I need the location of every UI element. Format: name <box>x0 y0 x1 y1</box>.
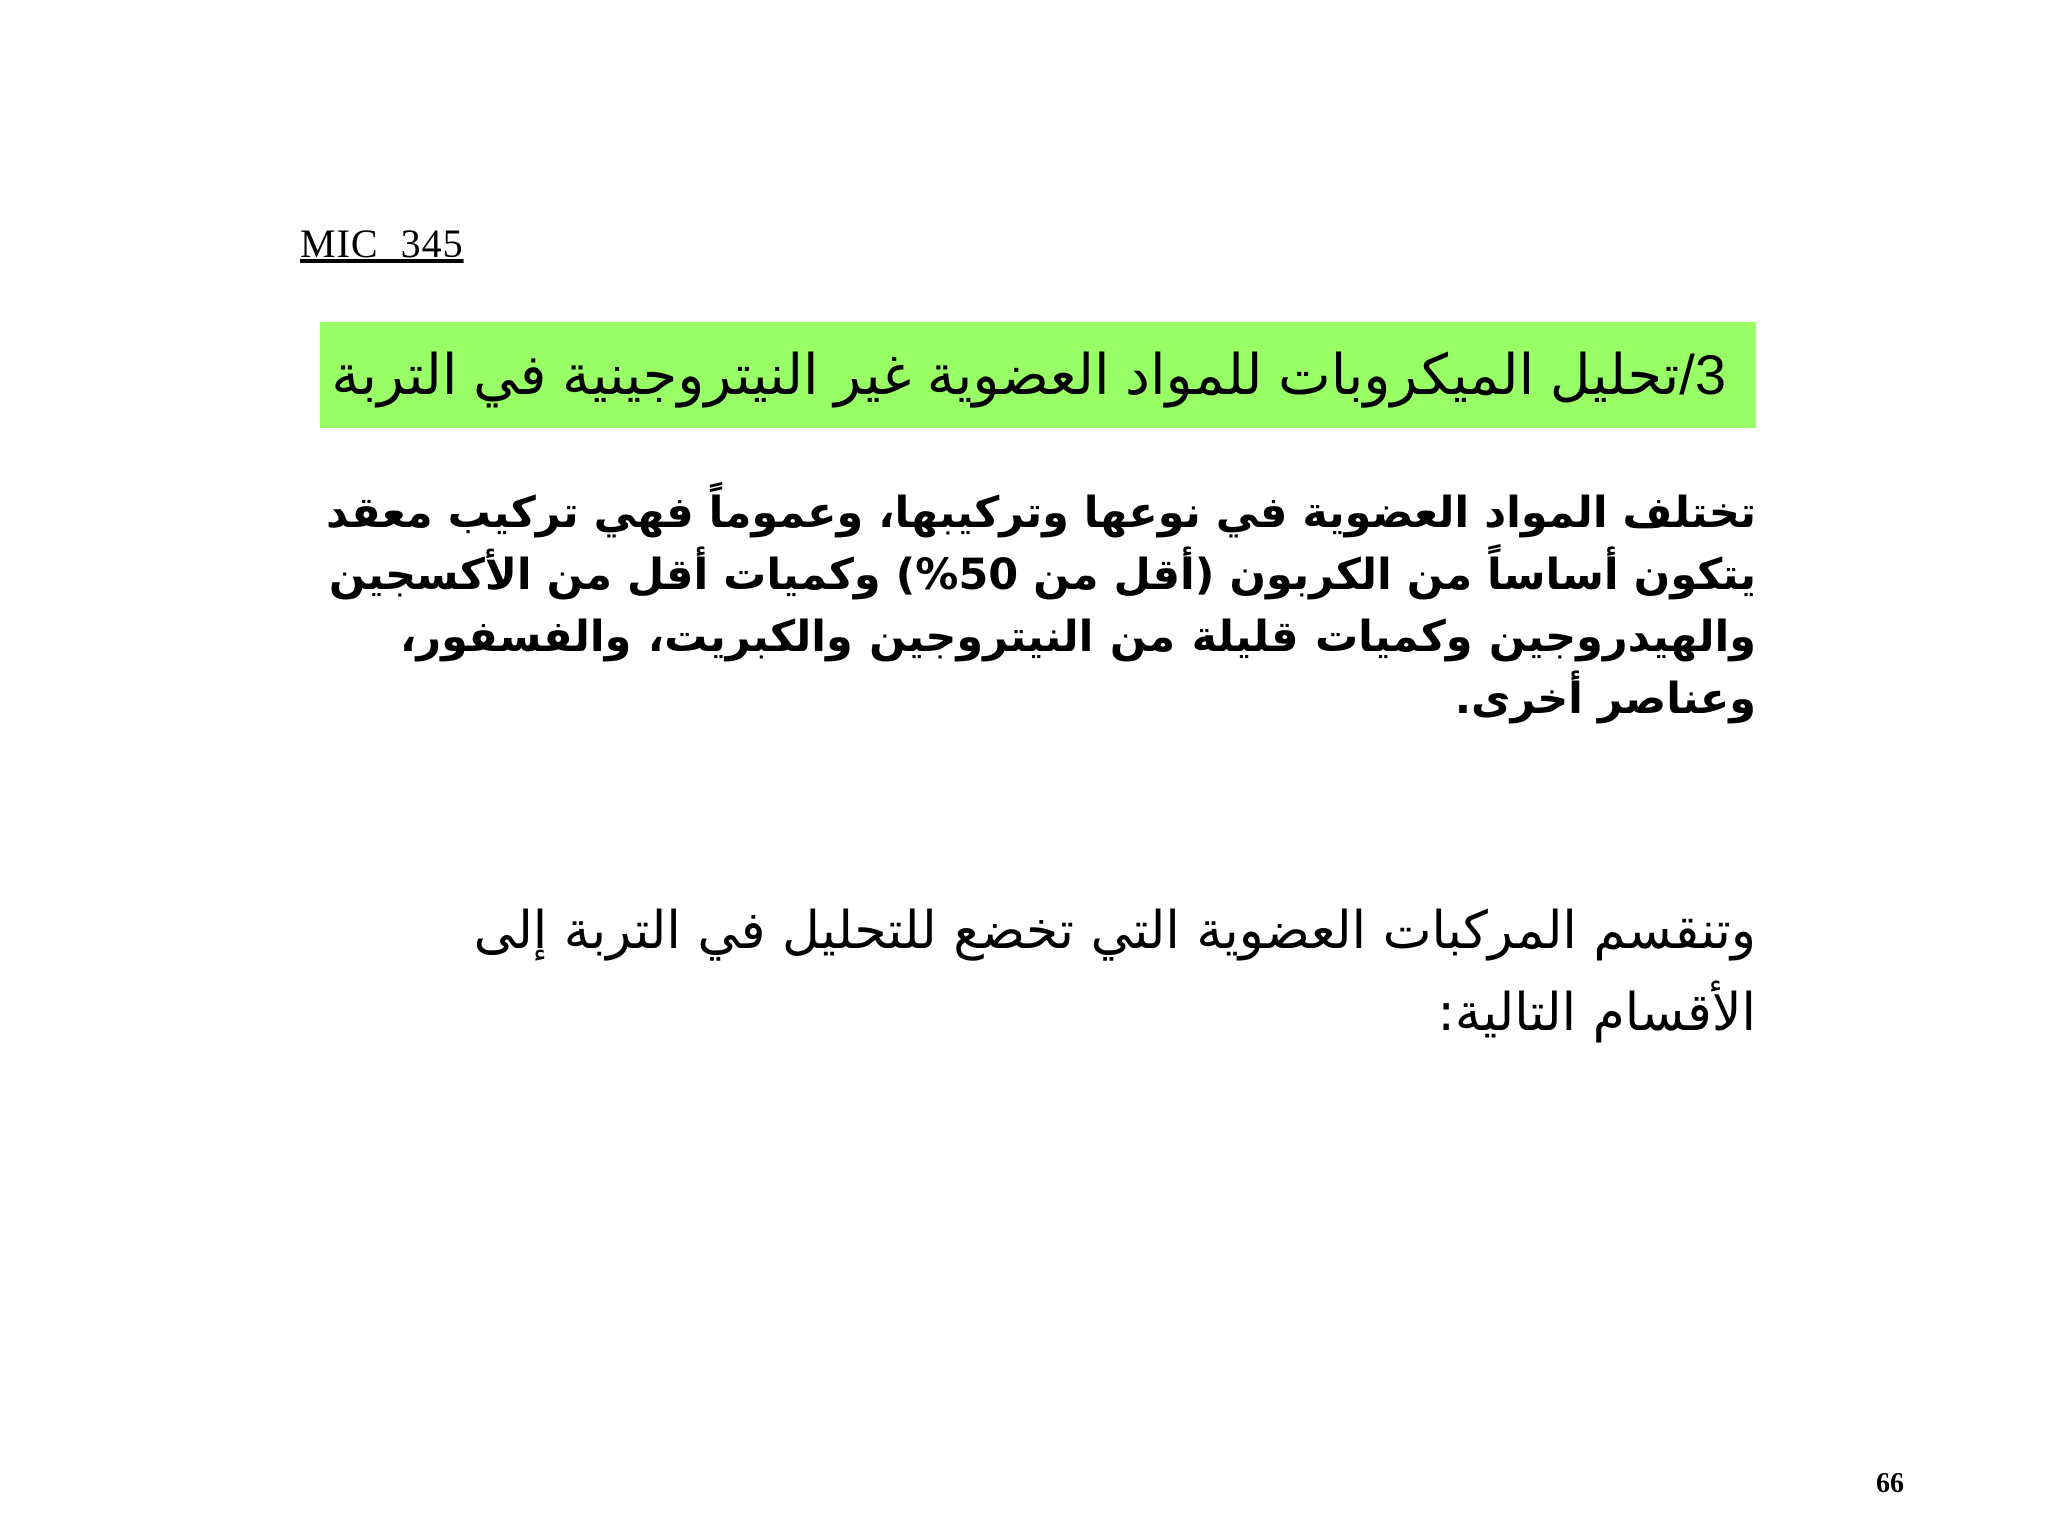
intro-paragraph-line: والهيدروجين وكميات قليلة من النيتروجين والكبريت، والفسفور، <box>400 612 1756 662</box>
slide-title-box <box>320 322 1756 428</box>
slide-title: 3/تحليل الميكروبات للمواد العضوية غير النيتروجينية في التربة <box>331 343 1726 406</box>
intro-paragraph-line: وعناصر أخرى. <box>1454 674 1756 724</box>
course-code: MIC 345 <box>300 221 464 266</box>
division-paragraph <box>440 890 1756 1054</box>
intro-paragraph <box>325 482 1756 730</box>
division-paragraph-line: وتنقسم المركبات العضوية التي تخضع للتحليل في التربة إلى <box>473 901 1756 961</box>
division-paragraph-line: الأقسام التالية: <box>1437 983 1756 1043</box>
page-number: 66 <box>1876 1468 1904 1499</box>
intro-paragraph-line: يتكون أساساً من الكربون (أقل من 50%) وكميات أقل من الأكسجين <box>328 550 1756 600</box>
intro-paragraph-line: تختلف المواد العضوية في نوعها وتركيبها، وعموماً فهي تركيب معقد <box>325 488 1756 538</box>
